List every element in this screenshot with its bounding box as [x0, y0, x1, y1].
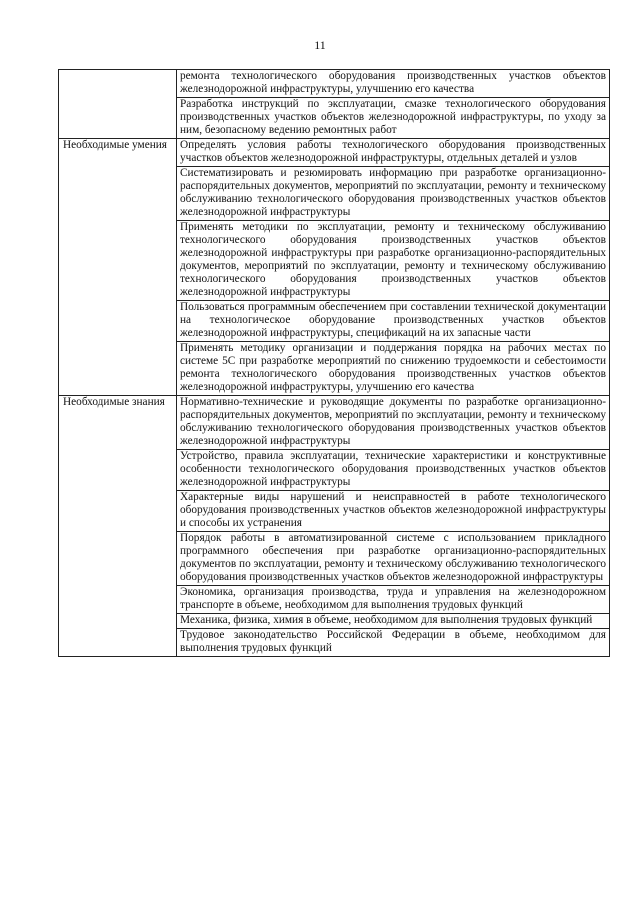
table-cell: Порядок работы в автоматизированной системе с использованием прикладного программного обеспечения при разработке организационно-распорядительных документов по эксплуатации, ремонту и техническому обслуживанию технологического оборудования производственных участков объектов железнодорожной инфраструктуры [177, 532, 610, 586]
table-cell: Экономика, организация производства, труда и управления на железнодорожном транспорте в объеме, необходимом для выполнения трудовых функций [177, 586, 610, 614]
table-cell: Устройство, правила эксплуатации, технические характеристики и конструктивные особенности технологического оборудования производственных участков объектов железнодорожной инфраструктуры [177, 450, 610, 491]
table-cell: Пользоваться программным обеспечением при составлении технической документации на технологическое оборудование производственных участков объектов железнодорожной инфраструктуры, спецификаций на их запасные части [177, 301, 610, 342]
table-row [59, 396, 610, 450]
table-cell: Разработка инструкций по эксплуатации, смазке технологического оборудования производственных участков объектов железнодорожной инфраструктуры, по уходу за ним, безопасному ведению ремонтных работ [177, 98, 610, 139]
section-label-skills: Необходимые умения [59, 139, 177, 396]
table-cell: Нормативно-технические и руководящие документы по разработке организационно-распорядительных документов, мероприятий по эксплуатации, ремонту и техническому обслуживанию технологического оборудования производственных участков объектов железнодорожной инфраструктуры [177, 396, 610, 450]
table-row [59, 139, 610, 167]
section-label-cell [59, 70, 177, 139]
section-label-knowledge: Необходимые знания [59, 396, 177, 657]
table-cell: Определять условия работы технологического оборудования производственных участков объектов железнодорожной инфраструктуры, отдельных деталей и узлов [177, 139, 610, 167]
table-cell: Механика, физика, химия в объеме, необходимом для выполнения трудовых функций [177, 614, 610, 629]
table-cell: ремонта технологического оборудования производственных участков объектов железнодорожной инфраструктуры, улучшению его качества [177, 70, 610, 98]
table-cell: Применять методику организации и поддержания порядка на рабочих местах по системе 5С при разработке мероприятий по снижению трудоемкости и себестоимости ремонта технологического оборудования производственных участков объектов железнодорожной инфраструктуры, улучшению его качества [177, 342, 610, 396]
table-row [59, 70, 610, 98]
table-cell: Применять методики по эксплуатации, ремонту и техническому обслуживанию технологического оборудования производственных участков объектов железнодорожной инфраструктуры при разработке организационно-распорядительных документов, мероприятий по эксплуатации, ремонту и техническому обслуживанию технологического оборудования производственных участков объектов железнодорожной инфраструктуры [177, 221, 610, 301]
requirements-table [58, 69, 610, 657]
page-number: 11 [314, 38, 326, 52]
table-cell: Трудовое законодательство Российской Федерации в объеме, необходимом для выполнения трудовых функций [177, 629, 610, 657]
table-cell: Систематизировать и резюмировать информацию при разработке организационно-распорядительных документов, мероприятий по эксплуатации, ремонту и техническому обслуживанию технологического оборудования производственных участков объектов железнодорожной инфраструктуры [177, 167, 610, 221]
table-cell: Характерные виды нарушений и неисправностей в работе технологического оборудования производственных участков объектов железнодорожной инфраструктуры и способы их устранения [177, 491, 610, 532]
